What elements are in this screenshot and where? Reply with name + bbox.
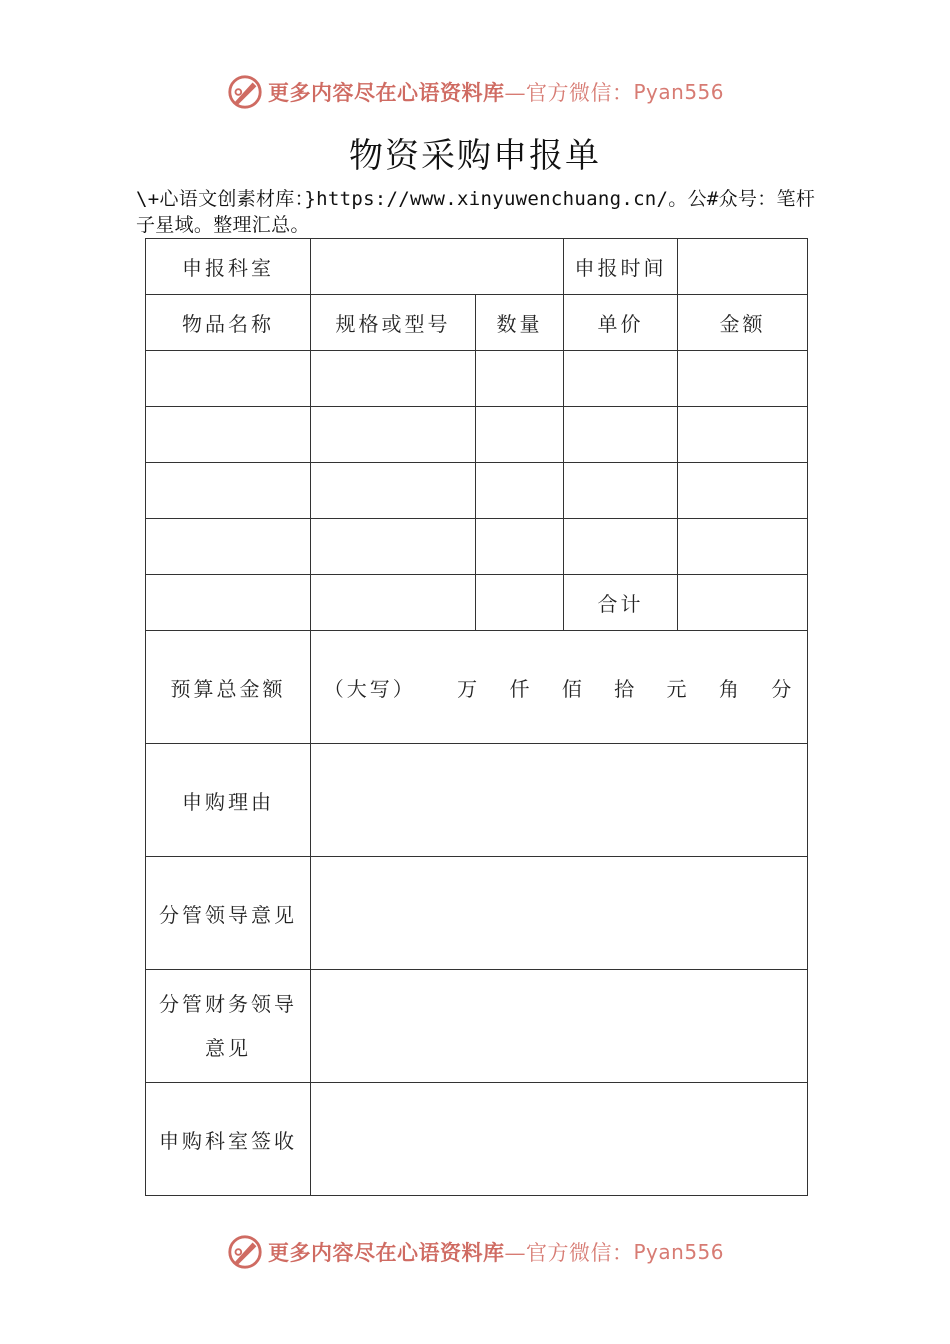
budget-unit: 万 — [457, 676, 481, 701]
item-cell[interactable] — [311, 519, 476, 575]
sign-row — [146, 1083, 808, 1196]
reason-row — [146, 744, 808, 857]
pen-logo-icon — [226, 1232, 264, 1272]
budget-row — [146, 631, 808, 744]
item-cell[interactable] — [564, 463, 678, 519]
reason-label: 申购理由 — [146, 744, 311, 857]
total-value-cell[interactable] — [678, 575, 808, 631]
leader-row — [146, 857, 808, 970]
total-label: 合计 — [564, 575, 678, 631]
column-header: 数量 — [476, 295, 564, 351]
item-cell[interactable] — [678, 407, 808, 463]
total-row — [146, 575, 808, 631]
budget-label: 预算总金额 — [146, 631, 311, 744]
item-cell[interactable] — [476, 519, 564, 575]
footer-banner — [226, 1232, 724, 1272]
reason-value-cell[interactable] — [311, 744, 808, 857]
banner-prefix: 更多内容尽在心语资料库 — [268, 1240, 505, 1265]
dept-row — [146, 239, 808, 295]
item-cell[interactable] — [678, 463, 808, 519]
header-banner — [226, 72, 724, 112]
column-header-row — [146, 295, 808, 351]
budget-unit: 元 — [666, 676, 690, 701]
dept-value-cell[interactable] — [311, 239, 564, 295]
item-cell[interactable] — [311, 407, 476, 463]
total-empty-cell[interactable] — [311, 575, 476, 631]
item-cell[interactable] — [564, 519, 678, 575]
purchase-form-table — [145, 238, 808, 1196]
item-cell[interactable] — [476, 407, 564, 463]
item-cell[interactable] — [678, 519, 808, 575]
column-header: 金额 — [678, 295, 808, 351]
dept-label: 申报科室 — [146, 239, 311, 295]
budget-unit: （大写） — [323, 676, 416, 701]
banner-dash: —官方微信： — [504, 1241, 634, 1265]
item-cell[interactable] — [564, 407, 678, 463]
budget-unit: 佰 — [561, 676, 585, 701]
item-cell[interactable] — [311, 463, 476, 519]
banner-dash: —官方微信： — [504, 81, 634, 105]
item-cell[interactable] — [476, 463, 564, 519]
time-label: 申报时间 — [564, 239, 678, 295]
finance-value-cell[interactable] — [311, 970, 808, 1083]
finance-label — [146, 970, 311, 1083]
budget-value-cell[interactable] — [311, 631, 808, 744]
column-header: 规格或型号 — [311, 295, 476, 351]
finance-row — [146, 970, 808, 1083]
total-empty-cell[interactable] — [146, 575, 311, 631]
item-cell[interactable] — [311, 351, 476, 407]
time-value-cell[interactable] — [678, 239, 808, 295]
pen-logo-icon — [226, 72, 264, 112]
item-cell[interactable] — [146, 463, 311, 519]
sign-value-cell[interactable] — [311, 1083, 808, 1196]
banner-wechat: Pyan556 — [633, 80, 725, 104]
item-cell[interactable] — [476, 351, 564, 407]
column-header: 单价 — [564, 295, 678, 351]
item-cell[interactable] — [564, 351, 678, 407]
total-empty-cell[interactable] — [476, 575, 564, 631]
budget-unit: 角 — [718, 676, 742, 701]
budget-unit: 分 — [771, 676, 795, 701]
item-cell[interactable] — [678, 351, 808, 407]
item-row — [146, 351, 808, 407]
leader-value-cell[interactable] — [311, 857, 808, 970]
budget-unit: 仟 — [509, 676, 533, 701]
column-header: 物品名称 — [146, 295, 311, 351]
item-row — [146, 463, 808, 519]
sign-label: 申购科室签收 — [146, 1083, 311, 1196]
item-row — [146, 407, 808, 463]
banner-prefix: 更多内容尽在心语资料库 — [268, 80, 505, 105]
source-text: \+心语文创素材库：}https://www.xinyuwenchuang.cn/。公#众号：笔杆子星域。整理汇总。 — [136, 188, 816, 236]
finance-label-line2: 意见 — [205, 1036, 251, 1060]
item-cell[interactable] — [146, 407, 311, 463]
item-cell[interactable] — [146, 519, 311, 575]
item-row — [146, 519, 808, 575]
page-title: 物资采购申报单 — [349, 136, 601, 176]
budget-unit: 拾 — [614, 676, 638, 701]
finance-label-line1: 分管财务领导 — [159, 992, 297, 1016]
leader-label: 分管领导意见 — [146, 857, 311, 970]
item-cell[interactable] — [146, 351, 311, 407]
banner-wechat: Pyan556 — [633, 1240, 725, 1264]
